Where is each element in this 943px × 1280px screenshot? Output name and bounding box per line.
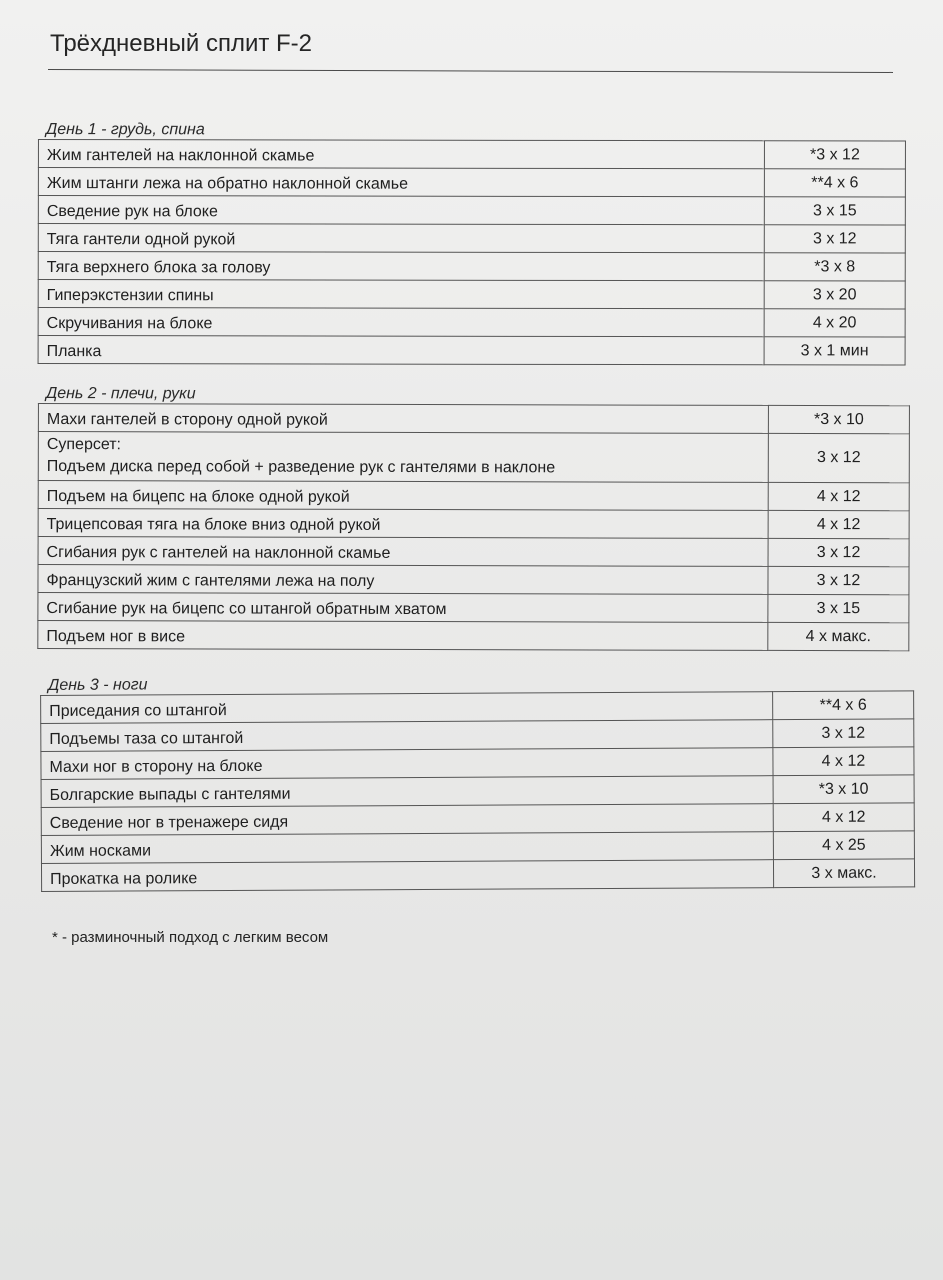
page-title: Трёхдневный сплит F-2 bbox=[50, 30, 313, 57]
exercise-cell: Подъем на бицепс на блоке одной рукой bbox=[38, 481, 768, 511]
sets-cell: **4 x 6 bbox=[764, 169, 905, 197]
table-row bbox=[41, 831, 914, 864]
exercise-cell: Французский жим с гантелями лежа на полу bbox=[38, 565, 768, 595]
exercise-cell: Подъемы таза со штангой bbox=[41, 720, 773, 752]
table-row bbox=[38, 252, 905, 282]
sets-cell: *3 x 8 bbox=[764, 253, 905, 281]
table-row bbox=[38, 404, 909, 434]
exercise-cell: Планка bbox=[38, 336, 764, 365]
sets-cell: 3 x 12 bbox=[768, 538, 909, 566]
exercise-cell: Сгибания рук с гантелей на наклонной скамье bbox=[38, 537, 768, 567]
section-heading: День 3 - ноги bbox=[48, 676, 148, 694]
table-row bbox=[38, 280, 905, 310]
section-heading: День 1 - грудь, спина bbox=[45, 121, 205, 139]
sets-cell: 3 x 20 bbox=[764, 281, 905, 309]
exercise-cell: Сведение ног в тренажере сидя bbox=[41, 804, 773, 836]
sets-cell: 4 x 25 bbox=[773, 831, 914, 860]
table-row bbox=[38, 509, 909, 539]
sets-cell: 3 x 12 bbox=[768, 433, 909, 482]
sets-cell: 3 x 1 мин bbox=[764, 337, 905, 365]
table-row bbox=[38, 168, 905, 198]
exercise-cell: Скручивания на блоке bbox=[38, 308, 764, 337]
superset-exercises: Подъем диска перед собой + разведение рук с гантелями в наклоне bbox=[46, 458, 556, 477]
exercise-cell: Болгарские выпады с гантелями bbox=[41, 776, 773, 808]
exercise-cell: Трицепсовая тяга на блоке вниз одной рукой bbox=[38, 509, 768, 539]
exercise-cell: Тяга гантели одной рукой bbox=[38, 224, 764, 253]
day-2-section bbox=[37, 384, 910, 651]
day-1-section bbox=[38, 120, 906, 366]
table-row bbox=[38, 432, 909, 483]
exercise-cell: Жим носками bbox=[41, 832, 773, 864]
table-row bbox=[38, 481, 909, 511]
sets-cell: 4 x 12 bbox=[768, 482, 909, 510]
sets-cell: 3 x 15 bbox=[768, 594, 909, 622]
table-row bbox=[41, 859, 914, 892]
footnote: * - разминочный подход с легким весом bbox=[52, 929, 329, 946]
exercise-cell: Сгибание рук на бицепс со штангой обратным хватом bbox=[38, 593, 768, 623]
exercise-cell: Приседания со штангой bbox=[41, 692, 773, 724]
sets-cell: *3 x 12 bbox=[764, 141, 905, 169]
sets-cell: *3 x 10 bbox=[768, 405, 909, 433]
table-row bbox=[38, 308, 905, 338]
table-row bbox=[38, 565, 909, 595]
sets-cell: 3 x 12 bbox=[773, 719, 914, 748]
sets-cell: **4 x 6 bbox=[773, 691, 914, 720]
sets-cell: *3 x 10 bbox=[773, 775, 914, 804]
exercise-cell: Жим штанги лежа на обратно наклонной скамье bbox=[38, 168, 764, 197]
superset-label: Суперсет: bbox=[46, 436, 122, 454]
sets-cell: 3 x 12 bbox=[764, 225, 905, 253]
table-row bbox=[38, 224, 905, 254]
exercise-cell: Сведение рук на блоке bbox=[38, 196, 764, 225]
exercise-cell: Гиперэкстензии спины bbox=[38, 280, 764, 309]
section-heading: День 2 - плечи, руки bbox=[45, 385, 196, 403]
table-row bbox=[38, 140, 905, 170]
day-2-table bbox=[37, 403, 910, 651]
title-underline bbox=[48, 69, 893, 73]
table-row bbox=[38, 621, 909, 651]
sets-cell: 4 x 12 bbox=[773, 747, 914, 776]
sets-cell: 4 x 12 bbox=[768, 510, 909, 538]
sets-cell: 4 x макс. bbox=[768, 622, 909, 650]
exercise-cell: Подъем ног в висе bbox=[38, 621, 768, 651]
exercise-cell: Махи ног в сторону на блоке bbox=[41, 748, 773, 780]
sets-cell: 3 x 15 bbox=[764, 197, 905, 225]
exercise-cell: Жим гантелей на наклонной скамье bbox=[38, 140, 764, 169]
sets-cell: 4 x 12 bbox=[773, 803, 914, 832]
exercise-cell: Махи гантелей в сторону одной рукой bbox=[38, 404, 768, 434]
exercise-cell: Прокатка на ролике bbox=[41, 860, 773, 892]
table-row bbox=[38, 196, 905, 226]
exercise-cell: Тяга верхнего блока за голову bbox=[38, 252, 764, 281]
sets-cell: 3 x 12 bbox=[768, 566, 909, 594]
sets-cell: 3 x макс. bbox=[773, 859, 914, 888]
table-row bbox=[38, 336, 905, 366]
day-3-section bbox=[40, 671, 915, 892]
table-row bbox=[38, 593, 909, 623]
day-3-table bbox=[40, 690, 915, 892]
day-1-table bbox=[38, 139, 906, 366]
table-row bbox=[38, 537, 909, 567]
exercise-cell bbox=[38, 432, 768, 483]
sets-cell: 4 x 20 bbox=[764, 309, 905, 337]
